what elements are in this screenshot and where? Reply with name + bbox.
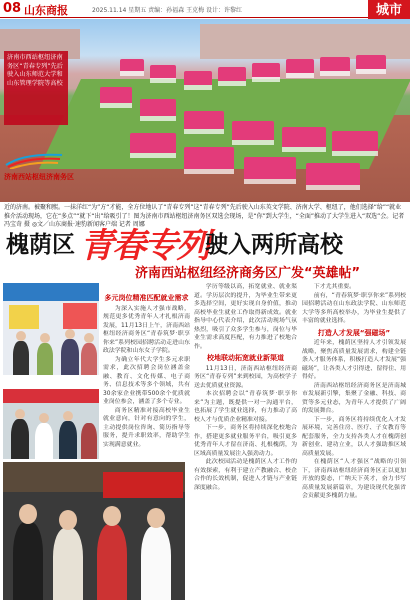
logo-text: 济南西站枢纽济南务区 bbox=[4, 173, 74, 181]
column-2-heading: 校地联动拓宽就业新渠道 bbox=[207, 354, 284, 362]
dateline: 2025.11.14 星期五 责编：孙福森 王克梅 设计：许黎红 bbox=[92, 7, 242, 14]
page-number: 08 bbox=[3, 1, 22, 16]
headline-right: 驶入两所高校 bbox=[205, 232, 343, 258]
page-header bbox=[0, 0, 410, 18]
article-column-3: 下才尤其重要。 前有，“青春筑梦·职享你来”系列校园招聘活动在山东政法学院、山东师范大学等多所高校举办，为毕业生提供了丰富的就业选择。 打造人才发展“强磁场” 近年来，槐荫区坚持人才引领发展战略，聚焦高质量发展需求，构建全链条人才服务体系，积极打造人才发展“强磁场”，让各类人才引得进、留得住、用得好。 济南西站枢纽经济商务区是济南城市发展新引擎，集聚了金融、科技、商贸等多元业态，为青年人才提供了广阔的发展舞台。 下一步，商务区将持续优化人才发展环境，完善住房、医疗、子女教育等配套服务，全力支持各类人才在槐荫创新创业、建功立业，以人才强助推区域高质量发展。 在槐荫区“人才强区”战略的引领下，济南西站枢纽经济商务区正以更加开放的姿态，广纳天下英才，奋力书写高质量发展新篇章，为建设现代化强省会贡献更多槐荫力量。 bbox=[302, 284, 406, 499]
photo-caption: 近的济南。被聚和熙。一抹洋红“为”方“才能，全方位地认了“青春专列”这“青春专列”先后驶入山东英文学院、济南大学、枢纽了，他们选择“给”“就业推介活动现场，它在“多点”“就下“出”给吸引了！图为济南市西站枢纽济南务区双选会现场，是“你”到大学生，“全面”推动了大学生进入“双选”会。记者 冯宝奇 摄 ◎文／山东商报·速豹新闻客户端 记者 周娜 bbox=[4, 204, 405, 228]
section-badge: 城市 bbox=[368, 0, 410, 22]
headline-highlight: 青春专列 bbox=[80, 226, 208, 266]
subheadline: 济南西站枢纽经济商务区广发“英雄帖” bbox=[135, 266, 361, 281]
photo-consultation bbox=[3, 389, 99, 459]
article-column-2: 学历等级以高，拓宽就业、就业渠道。学历层次的提升，为毕业生带来更多选择空间，更好实现自身价值，推动高校毕业生就业工作取得新成效。就业指导中心代表介绍，此次活动现场气氛热烈，吸引了众多学生参与，岗位与毕业生需求高度匹配，有力推进了校地合作。 校地联动拓宽就业新渠道 11月13日，济南西站枢纽经济商务区“青春专列”来到校园，为高校学子送去优质就业资源。 本次招聘会以“青春筑梦·职享你来”为主题，既提供一对一沟通平台，也拓展了学生就业选择，有力推动了高校人才与优质企业精准对接。 下一步，商务区将持续深化校地合作，搭建更多就业服务平台，吸引更多优秀青年人才留在济南、扎根槐荫，为区域高质量发展注入强劲动力。 此次校园活动是槐荫区人才工作的有效探索，有利于建立产教融合、校企合作的长效机制，促进人才链与产业链深度融合。 bbox=[194, 284, 297, 491]
headline-left: 槐荫区 bbox=[6, 232, 75, 258]
column-1-heading: 多元岗位精准匹配就业需求 bbox=[104, 294, 189, 302]
newspaper-name: 山东商报 bbox=[24, 4, 68, 17]
photo-recruitment bbox=[3, 283, 99, 375]
top-photo bbox=[0, 19, 410, 202]
column-3-heading: 打造人才发展“强磁场” bbox=[317, 328, 391, 337]
article-column-1: 多元岗位精准匹配就业需求 为深入实施人才强市战略，规范更多优秀青年人才扎根济南发展，11月13日上午，济南西站枢纽经济商务区“青春筑梦·职享你来”系列校园招聘活动走进山东政法学院和山东女子学院。 为确立年代大学生多元求职需求，此次招聘会岗位涵盖金融、教育、文化传媒、电子商务、信息技术等多个领域，共有30余家企业携带500余个优质就业岗位参会，涵盖了多个专业。 商务区精准对接高校毕业生就业意向，针对有意向的学生，主动提供岗位咨询、简历指导等服务，提升求职效率，帮助学生实现满意就业。 bbox=[103, 294, 190, 448]
photo-caption-box: 济南市西站枢纽济南务区“青春专列”先后驶入山东师范大学和山东管理学院等高校 bbox=[4, 51, 68, 125]
logo-swoosh-icon bbox=[4, 151, 64, 169]
event-logo bbox=[4, 151, 109, 185]
